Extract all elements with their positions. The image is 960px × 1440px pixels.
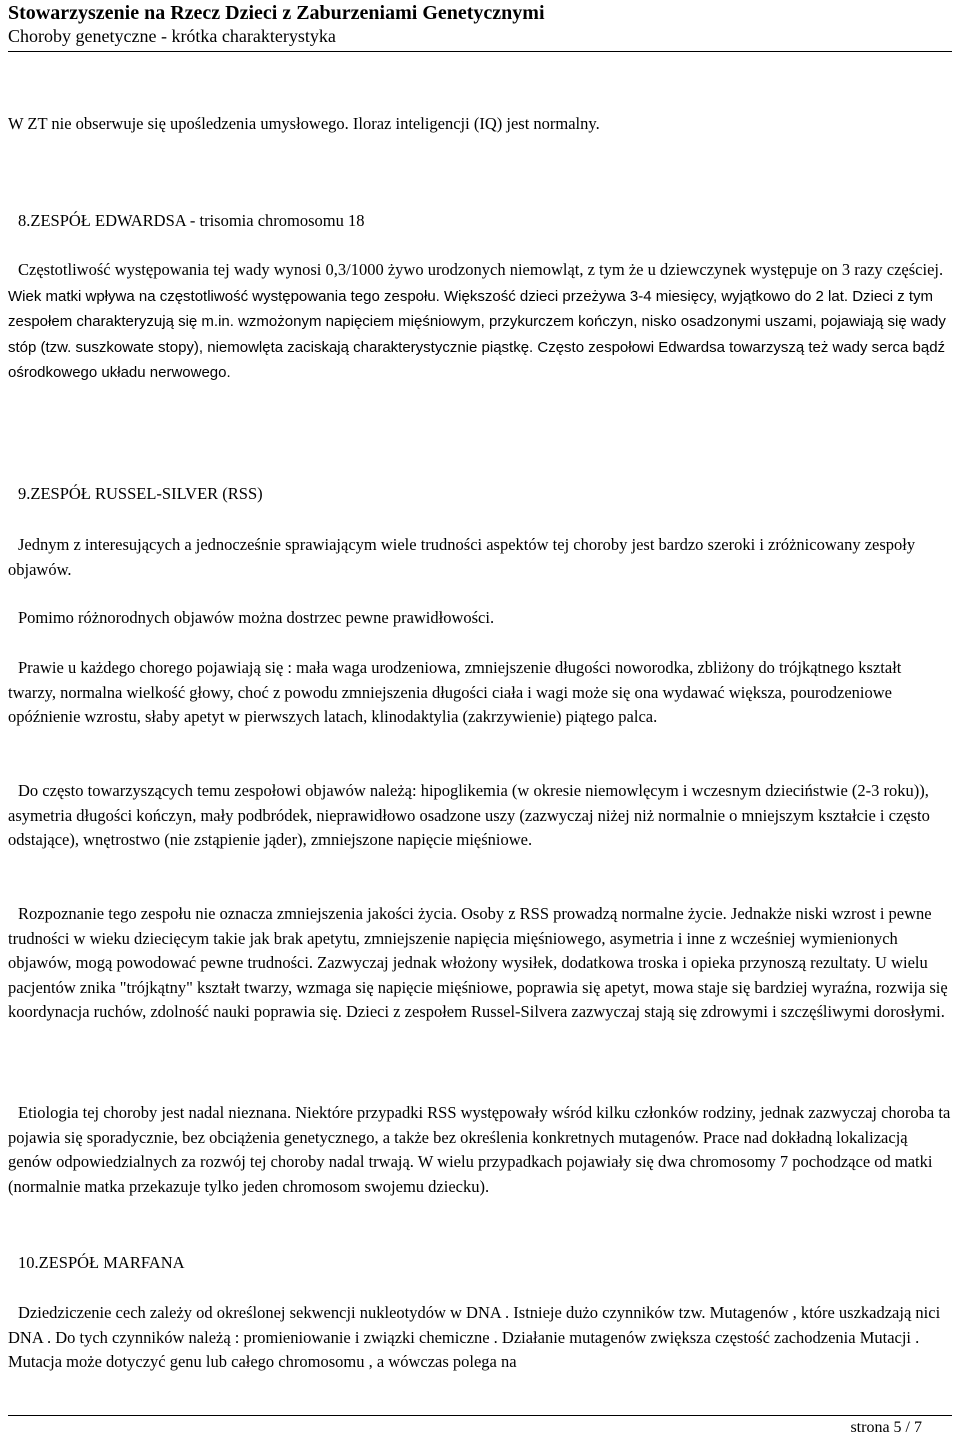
page-header [8,0,952,52]
section9-heading: 9.ZESPÓŁ RUSSEL-SILVER (RSS) [18,484,263,503]
section9-paragraph-2: Pomimo różnorodnych objawów można dostrzec pewne prawidłowości. [18,608,495,627]
section9-paragraph-1: Jednym z interesujących a jednocześnie sprawiającym wiele trudności aspektów tej choroby jest bardzo szeroki i zróżnicowany zespoły objawów. [8,535,916,579]
page-number: strona 5 / 7 [850,1419,922,1436]
header-divider [8,51,952,52]
document-subtitle: Choroby genetyczne - krótka charakterystyka [8,26,336,46]
section7-closing-paragraph: W ZT nie obserwuje się upośledzenia umysłowego. Iloraz inteligencji (IQ) jest normalny. [8,114,600,133]
section8-paragraph [8,258,952,386]
section9-paragraph-5: Rozpoznanie tego zespołu nie oznacza zmniejszenia jakości życia. Osoby z RSS prowadzą normalne życie. Jednakże niski wzrost i pewne trudności w wieku dziecięcym takie jak brak apetytu, zmniejszenie napięcia mięśniowego, asymetria i inne z wcześniej wymienionych objawów, mogą powodować pewne trudności. Zazwyczaj jednak włożony wysiłek, dodatkowa troska i opieka przynoszą rezultaty. U wielu pacjentów znika "trójkątny" kształt twarzy, wzmaga się napięcie mięśniowe, poprawia się apetyt, mowa staje się bardziej wyraźna, rozwija się koordynacja ruchów, zdolność nauki poprawia się. Dzieci z zespołem Russel-Silvera zazwyczaj stają się zdrowymi i szczęśliwymi dorosłymi. [8,904,948,1021]
section8-text-sans: Wiek matki wpływa na częstotliwość występowania tego zespołu. Większość dzieci przeżywa 3-4 miesięcy, wyjątkowo do 2 lat. Dzieci z tym zespołem charakteryzują się m.in. wzmożonym napięciem mięśniowym, przykurczem kończyn, nisko osadzonymi uszami, pojawiają się wady stóp (tzw. suszkowate stopy), niemowlęta zaciskają charakterystycznie piąstkę. Często zespołowi Edwardsa towarzyszą też wady serca bądź ośrodkowego układu nerwowego. [8,287,946,381]
section9-paragraph-3: Prawie u każdego chorego pojawiają się : mała waga urodzeniowa, zmniejszenie długości noworodka, zbliżony do trójkątnego kształt twarzy, normalna wielkość głowy, choć z powodu zmniejszenia długości ciała i wagi może się ona wydawać większa, pourodzeniowe opóźnienie wzrostu, słaby apetyt w pierwszych latach, klinodaktylia (zakrzywienie) piątego palca. [8,658,902,726]
section8-text-serif: Częstotliwość występowania tej wady wynosi 0,3/1000 żywo urodzonych niemowląt, z tym że u dziewczynek występuje on 3 razy częściej. [18,260,944,279]
organization-title: Stowarzyszenie na Rzecz Dzieci z Zaburzeniami Genetycznymi [8,2,545,24]
footer-divider [8,1415,952,1416]
section8-heading: 8.ZESPÓŁ EDWARDSA - trisomia chromosomu 18 [18,211,365,230]
section9-paragraph-4: Do często towarzyszących temu zespołowi objawów należą: hipoglikemia (w okresie niemowlęcym i wczesnym dzieciństwie (2-3 roku)), asymetria długości kończyn, mały podbródek, nieprawidłowo osadzone uszy (zazwyczaj niżej niż normalnie o mniejszym kształcie i często odstające), wnętrostwo (nie zstąpienie jąder), zmniejszone napięcie mięśniowe. [8,781,930,849]
section9-paragraph-6: Etiologia tej choroby jest nadal nieznana. Niektóre przypadki RSS występowały wśród kilku członków rodziny, jednak zazwyczaj choroba ta pojawia się sporadycznie, bez obciążenia genetycznego, a także bez określenia konkretnych mutagenów. Prace nad dokładną lokalizacją genów odpowiedzialnych za rozwój tej choroby nadal trwają. W wielu przypadkach pojawiały się dwa chromosomy 7 pochodzące od matki (normalnie matka przekazuje tylko jeden chromosom swojemu dziecku). [8,1103,951,1196]
section10-heading: 10.ZESPÓŁ MARFANA [18,1253,185,1272]
section10-paragraph: Dziedziczenie cech zależy od określonej sekwencji nukleotydów w DNA . Istnieje dużo czynników tzw. Mutagenów , które uszkadzają nici DNA . Do tych czynników należą : promieniowanie i związki chemiczne . Działanie mutagenów zwiększa częstość zachodzenia Mutacji . Mutacja może dotyczyć genu lub całego chromosomu , a wówczas polega na [8,1303,941,1371]
